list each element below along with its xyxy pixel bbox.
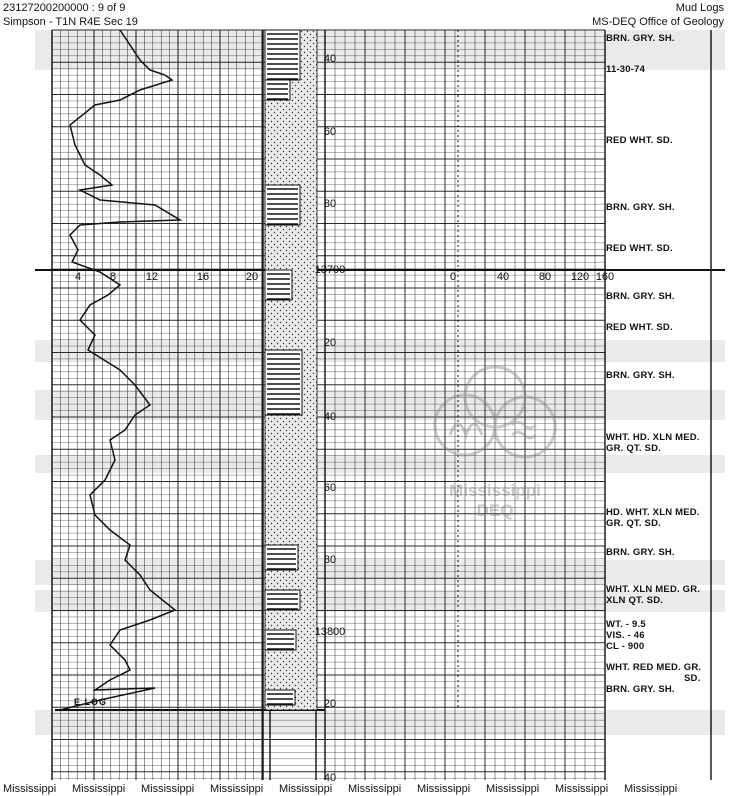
footer-item: Mississippi (72, 783, 126, 795)
depth-label: 40 (323, 411, 337, 423)
depth-label: 13700 (314, 264, 346, 276)
footer-watermark-row (0, 783, 730, 796)
lithology-label-line: HD. WHT. XLN MED. (606, 507, 700, 518)
shale-block (265, 630, 296, 650)
watermark-line2: DEQ (476, 501, 514, 520)
right-scale-label: 0 (449, 271, 457, 283)
shale-block (265, 690, 295, 705)
footer-item: Mississippi (3, 783, 57, 795)
footer-item: Mississippi (555, 783, 609, 795)
footer-item: Mississippi (348, 783, 402, 795)
shale-block (265, 350, 302, 415)
lithology-label-line: 11-30-74 (606, 64, 646, 75)
watermark-line1: Mississippi (449, 481, 541, 500)
left-scale-label: 4 (74, 271, 82, 283)
shale-block (265, 590, 300, 610)
left-scale-label: 20 (245, 271, 259, 283)
lithology-label-line: RED WHT. SD. (606, 135, 673, 146)
depth-label: 60 (323, 482, 337, 494)
lithology-label-line: BRN. GRY. SH. (606, 370, 675, 381)
lithology-label (606, 291, 675, 302)
lithology-label (606, 547, 675, 558)
lithology-column (265, 30, 317, 710)
footer-item: Mississippi (279, 783, 333, 795)
lithology-label (606, 64, 645, 75)
document-type: Mud Logs (675, 2, 724, 14)
lithology-label-line: BRN. GRY. SH. (606, 33, 675, 44)
left-scale-label: 8 (109, 271, 117, 283)
right-scale-label: 160 (595, 271, 615, 283)
left-scale-label: 12 (145, 271, 159, 283)
deq-watermark (420, 355, 570, 535)
footer-item: Mississippi (624, 783, 678, 795)
footer-item: Mississippi (417, 783, 471, 795)
footer-item: Mississippi (486, 783, 540, 795)
lithology-label (606, 33, 675, 44)
depth-label: 60 (323, 126, 337, 138)
lithology-label (606, 684, 675, 695)
depth-label: 40 (323, 772, 337, 784)
lithology-label-line: WT. - 9.5 (606, 619, 646, 630)
right-scale-label: 120 (570, 271, 590, 283)
footer-item: Mississippi (210, 783, 264, 795)
deq-seal-icon (420, 355, 570, 485)
lithology-label (606, 662, 701, 684)
lithology-label (606, 432, 700, 454)
lithology-label (606, 619, 646, 652)
footer-item: Mississippi (141, 783, 195, 795)
lithology-label (606, 322, 673, 333)
lithology-label (606, 370, 675, 381)
lithology-label-line: BRN. GRY. SH. (606, 291, 675, 302)
lithology-label (606, 202, 675, 213)
well-id-page: 23127200200000 : 9 of 9 (3, 2, 126, 14)
depth-label: 20 (323, 698, 337, 710)
depth-label: 80 (323, 554, 337, 566)
shade-band (35, 340, 725, 362)
left-scale-label: 16 (196, 271, 210, 283)
lithology-label-line: SD. (684, 673, 701, 684)
lithology-label (606, 507, 700, 529)
lithology-label-line: WHT. XLN MED. GR. (606, 584, 701, 595)
lithology-label-line: XLN QT. SD. (606, 595, 664, 606)
well-location: Simpson - T1N R4E Sec 19 (3, 16, 138, 28)
lithology-label-line: WHT. RED MED. GR. (606, 662, 702, 673)
lithology-label-line: BRN. GRY. SH. (606, 684, 675, 695)
shade-band (35, 455, 725, 473)
lithology-label-line: WHT. HD. XLN MED. (606, 432, 700, 443)
lithology-label-line: GR. QT. SD. (606, 518, 661, 529)
shale-block (265, 80, 290, 100)
agency-name: MS-DEQ Office of Geology (592, 16, 724, 28)
lithology-label-line: RED WHT. SD. (606, 243, 673, 254)
depth-label: 80 (323, 198, 337, 210)
depth-label: 20 (323, 337, 337, 349)
lithology-label-line: CL - 900 (606, 641, 645, 652)
lithology-label-line: BRN. GRY. SH. (606, 547, 675, 558)
lithology-label (606, 243, 673, 254)
depth-label: 40 (323, 53, 337, 65)
shale-block (265, 30, 300, 80)
lithology-label-line: GR. QT. SD. (606, 443, 661, 454)
right-scale-label: 40 (496, 271, 510, 283)
lithology-label-line: RED WHT. SD. (606, 322, 673, 333)
lithology-label-line: BRN. GRY. SH. (606, 202, 675, 213)
depth-label: 13800 (314, 626, 346, 638)
right-scale-label: 80 (538, 271, 552, 283)
lithology-label-line: VIS. - 46 (606, 630, 645, 641)
curve-label: E LOG (74, 697, 108, 707)
shade-band (35, 390, 725, 420)
lithology-label (606, 584, 700, 606)
lithology-label (606, 135, 673, 146)
